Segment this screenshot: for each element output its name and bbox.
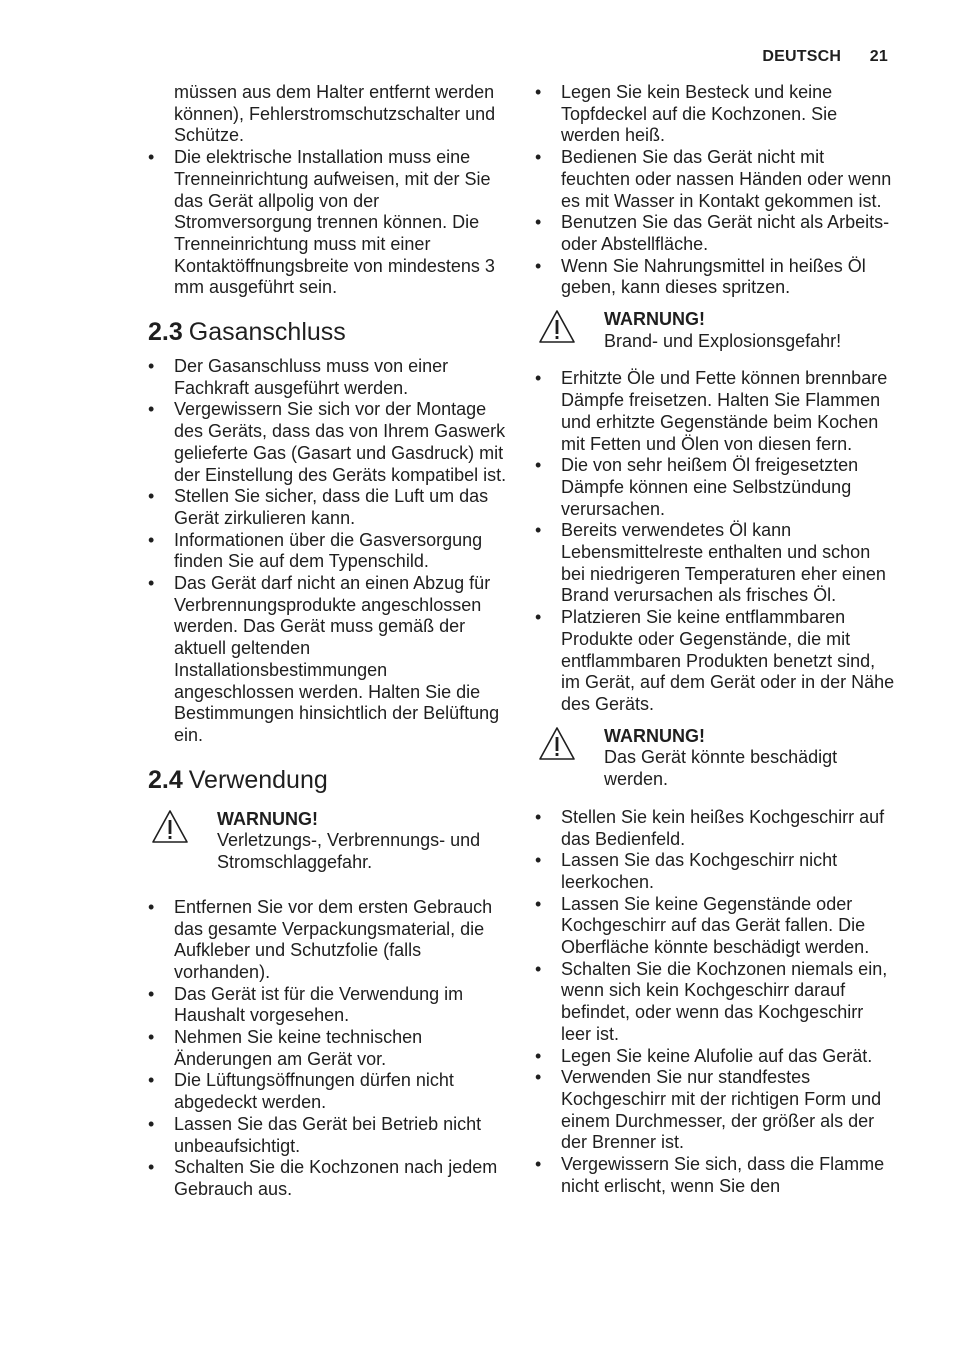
page-header xyxy=(762,48,888,66)
bullet-list-gas xyxy=(148,356,508,747)
list-item: • Legen Sie kein Besteck und keine Topfdeckel auf die Kochzonen. Sie werden heiß. xyxy=(535,82,895,147)
language-label: DEUTSCH xyxy=(762,48,842,65)
section-title: Gasanschluss xyxy=(188,318,346,347)
warning-icon xyxy=(151,809,189,845)
list-item: • Vergewissern Sie sich, dass die Flamme nicht erlischt, wenn Sie den xyxy=(535,1154,895,1197)
list-item: • Das Gerät ist für die Verwendung im Haushalt vorgesehen. xyxy=(148,984,508,1027)
section-heading-gas xyxy=(148,317,508,347)
list-item: • Stellen Sie sicher, dass die Luft um das Gerät zirkulieren kann. xyxy=(148,486,508,529)
warning-icon xyxy=(538,726,576,762)
list-item: • Schalten Sie die Kochzonen niemals ein, wenn sich kein Kochgeschirr darauf befindet, oder wenn das Kochgeschirr leer ist. xyxy=(535,959,895,1046)
list-item: • Lassen Sie das Gerät bei Betrieb nicht unbeaufsichtigt. xyxy=(148,1114,508,1157)
warning-text: Brand- und Explosionsgefahr! xyxy=(604,330,842,351)
bullet-list-cookware xyxy=(535,807,895,1198)
warning-text: Verletzungs-, Verbrennungs- und Stromschlaggefahr. xyxy=(217,830,481,873)
warning-box-damage xyxy=(535,726,895,791)
warning-icon xyxy=(538,309,576,345)
list-item: • Informationen über die Gasversorgung finden Sie auf dem Typenschild. xyxy=(148,530,508,573)
list-item: • Schalten Sie die Kochzonen nach jedem Gebrauch aus. xyxy=(148,1157,508,1200)
section-title: Verwendung xyxy=(188,765,328,794)
page-number: 21 xyxy=(869,48,888,65)
warning-title: WARNUNG! xyxy=(604,725,705,746)
bullet-list-usage xyxy=(148,897,508,1201)
list-item: • Die Lüftungsöffnungen dürfen nicht abgedeckt werden. xyxy=(148,1070,508,1113)
bullet-list-usage-continued xyxy=(535,82,895,299)
warning-box xyxy=(148,809,508,874)
list-item: • Stellen Sie kein heißes Kochgeschirr auf das Bedienfeld. xyxy=(535,807,895,850)
list-item: • Die von sehr heißem Öl freigesetzten Dämpfe können eine Selbstzündung verursachen. xyxy=(535,455,895,520)
section-number: 2.3 xyxy=(148,318,183,347)
list-item: • Bedienen Sie das Gerät nicht mit feuchten oder nassen Händen oder wenn es mit Wasser in Kontakt gekommen ist. xyxy=(535,147,895,212)
section-heading-usage xyxy=(148,765,508,795)
warning-title: WARNUNG! xyxy=(217,808,318,829)
list-item: • Lassen Sie das Kochgeschirr nicht leerkochen. xyxy=(535,850,895,893)
list-item: • Bereits verwendetes Öl kann Lebensmittelreste enthalten und schon bei niedrigeren Temperaturen eher einen Brand verursachen als frisches Öl. xyxy=(535,520,895,607)
list-item: • Wenn Sie Nahrungsmittel in heißes Öl geben, kann dieses spritzen. xyxy=(535,256,895,299)
list-item: • Vergewissern Sie sich vor der Montage des Geräts, dass das von Ihrem Gaswerk gelieferte Gas (Gasart und Gasdruck) mit der Einstellung des Geräts kompatibel ist. xyxy=(148,399,508,486)
warning-text: Das Gerät könnte beschädigt werden. xyxy=(604,747,838,790)
list-item: • Platzieren Sie keine entflammbaren Produkte oder Gegenstände, die mit entflammbaren Produkten benetzt sind, im Gerät, auf dem Gerät oder in der Nähe des Geräts. xyxy=(535,607,895,716)
list-item: • Benutzen Sie das Gerät nicht als Arbeits- oder Abstellfläche. xyxy=(535,212,895,255)
list-item: • Legen Sie keine Alufolie auf das Gerät. xyxy=(535,1046,895,1068)
list-item: • Nehmen Sie keine technischen Änderungen am Gerät vor. xyxy=(148,1027,508,1070)
list-item: • Lassen Sie keine Gegenstände oder Kochgeschirr auf das Gerät fallen. Die Oberfläche könnte beschädigt werden. xyxy=(535,894,895,959)
continuation-text: müssen aus dem Halter entfernt werden können), Fehlerstromschutzschalter und Schütze. xyxy=(174,82,496,146)
left-column xyxy=(148,82,508,1201)
warning-title: WARNUNG! xyxy=(604,309,705,330)
list-item: • Entfernen Sie vor dem ersten Gebrauch das gesamte Verpackungsmaterial, die Aufkleber und Schutzfolie (falls vorhanden). xyxy=(148,897,508,984)
right-column xyxy=(535,82,895,1197)
section-number: 2.4 xyxy=(148,765,183,794)
bullet-list-oil xyxy=(535,368,895,715)
bullet-list-installation xyxy=(148,147,508,299)
list-item: • Verwenden Sie nur standfestes Kochgeschirr mit der richtigen Form und einem Durchmesser, der größer als der der Brenner ist. xyxy=(535,1067,895,1154)
list-item: • Das Gerät darf nicht an einen Abzug für Verbrennungsprodukte angeschlossen werden. Das Gerät muss gemäß der aktuell geltenden Installationsbestimmungen angeschlossen werden. Halten Sie die Bestimmungen hinsichtlich der Belüftung ein. xyxy=(148,573,508,747)
list-item: • Die elektrische Installation muss eine Trenneinrichtung aufweisen, mit der Sie das Gerät allpolig von der Stromversorgung trennen können. Die Trenneinrichtung muss mit einer Kontaktöffnungsbreite von mindestens 3 mm ausgeführt sein. xyxy=(148,147,508,299)
list-item: • Erhitzte Öle und Fette können brennbare Dämpfe freisetzen. Halten Sie Flammen und erhitzte Gegenstände beim Kochen mit Fetten und Ölen von diesen fern. xyxy=(535,368,895,455)
list-item: • Der Gasanschluss muss von einer Fachkraft ausgeführt werden. xyxy=(148,356,508,399)
warning-box-fire xyxy=(535,309,895,352)
